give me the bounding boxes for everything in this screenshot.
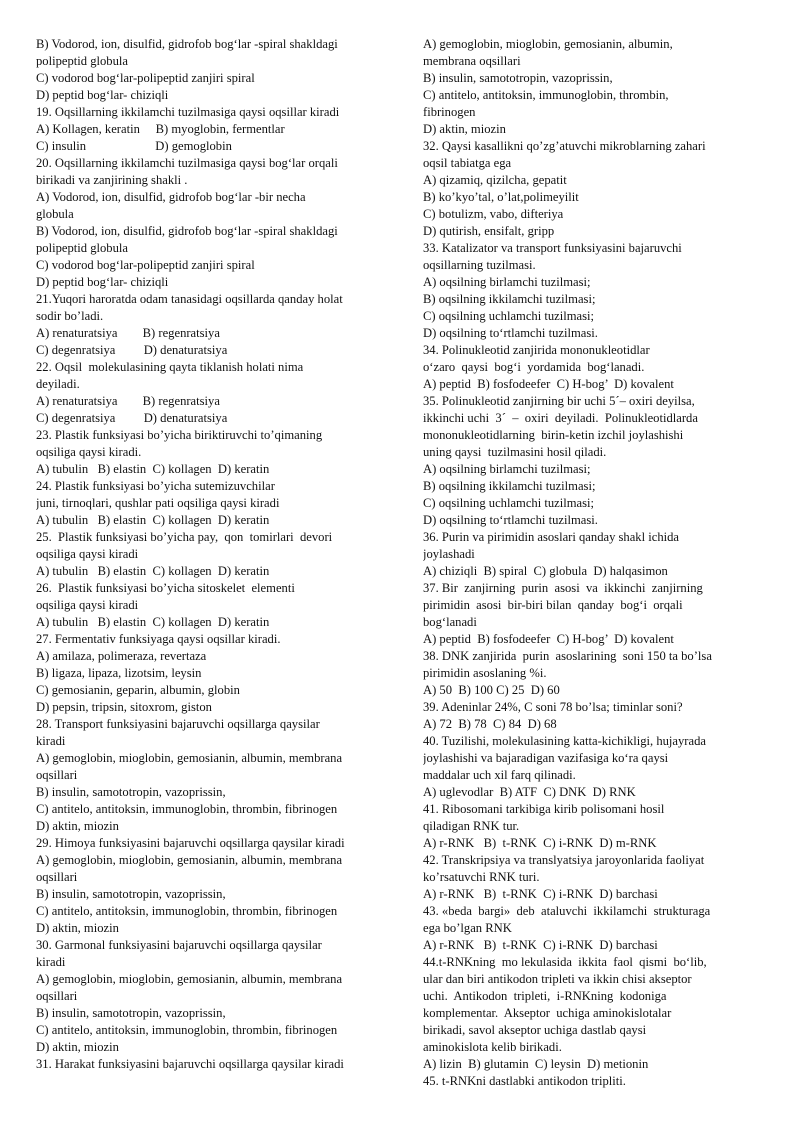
text-line: A) Kollagen, keratin B) myoglobin, fermentlar xyxy=(36,122,285,136)
text-line: 34. Polinukleotid zanjirida mononukleotidlar xyxy=(423,343,650,357)
text-line: A) qizamiq, qizilcha, gepatit xyxy=(423,173,567,187)
text-line: pirimidin asoslaning %i. xyxy=(423,666,547,680)
text-line: A) chiziqli B) spiral C) globula D) halqasimon xyxy=(423,564,668,578)
text-line: A) Vodorod, ion, disulfid, gidrofob bog‘lar -bir necha xyxy=(36,190,306,204)
text-line: A) tubulin B) elastin C) kollagen D) keratin xyxy=(36,513,270,527)
text-line: 25. Plastik funksiyasi bo’yicha pay, qon tomirlari devori xyxy=(36,530,333,544)
text-line: sodir bo’ladi. xyxy=(36,309,104,323)
text-line: 28. Transport funksiyasini bajaruvchi oqsillarga qaysilar xyxy=(36,717,320,731)
text-line: A) tubulin B) elastin C) kollagen D) keratin xyxy=(36,564,270,578)
text-line: 40. Tuzilishi, molekulasining katta-kichikligi, hujayrada xyxy=(423,734,706,748)
text-line: 26. Plastik funksiyasi bo’yicha sitoskelet elementi xyxy=(36,581,295,595)
text-line: D) pepsin, tripsin, sitoxrom, giston xyxy=(36,700,212,714)
text-line: A) renaturatsiya B) regenratsiya xyxy=(36,326,220,340)
text-line: 22. Oqsil molekulasining qayta tiklanish holati nima xyxy=(36,360,304,374)
text-line: A) r-RNK B) t-RNK C) i-RNK D) barchasi xyxy=(423,938,658,952)
text-line: deyiladi. xyxy=(36,377,80,391)
text-line: 36. Purin va pirimidin asoslari qanday shakl ichida xyxy=(423,530,680,544)
text-line: B) oqsilning ikkilamchi tuzilmasi; xyxy=(423,292,596,306)
text-line: bog‘lanadi xyxy=(423,615,477,629)
text-line: B) insulin, samototropin, vazoprissin, xyxy=(423,71,613,85)
text-line: D) qutirish, ensifalt, gripp xyxy=(423,224,555,238)
text-line: oqsiliga qaysi kiradi. xyxy=(36,445,142,459)
text-line: membrana oqsillari xyxy=(423,54,521,68)
text-line: 30. Garmonal funksiyasini bajaruvchi oqsillarga qaysilar xyxy=(36,938,322,952)
text-line: globula xyxy=(36,207,74,221)
text-line: komplementar. Akseptor uchiga aminokislotalar xyxy=(423,1006,672,1020)
text-line: 32. Qaysi kasallikni qo’zg’atuvchi mikroblarning zahari xyxy=(423,139,706,153)
text-line: ular dan biri antikodon tripleti va ikkin chisi akseptor xyxy=(423,972,692,986)
text-line: 19. Oqsillarning ikkilamchi tuzilmasiga qaysi oqsillar kiradi xyxy=(36,105,340,119)
text-line: 21.Yuqori haroratda odam tanasidagi oqsillarda qanday holat xyxy=(36,292,343,306)
text-line: uning qaysi tuzilmasini hosil qiladi. xyxy=(423,445,607,459)
text-line: polipeptid globula xyxy=(36,54,128,68)
text-line: oqsil tabiatga ega xyxy=(423,156,512,170)
text-line: oqsillari xyxy=(36,870,78,884)
text-line: C) vodorod bog‘lar-polipeptid zanjiri spiral xyxy=(36,258,255,272)
text-line: D) aktin, miozin xyxy=(423,122,506,136)
text-line: D) peptid bog‘lar- chiziqli xyxy=(36,88,169,102)
text-line: polipeptid globula xyxy=(36,241,128,255)
text-line: A) amilaza, polimeraza, revertaza xyxy=(36,649,207,663)
text-line: oqsillarning tuzilmasi. xyxy=(423,258,536,272)
text-line: 27. Fermentativ funksiyaga qaysi oqsillar kiradi. xyxy=(36,632,281,646)
text-line: maddalar uch xil farq qilinadi. xyxy=(423,768,576,782)
text-line: A) lizin B) glutamin C) leysin D) metionin xyxy=(423,1057,649,1071)
text-line: C) oqsilning uchlamchi tuzilmasi; xyxy=(423,309,595,323)
text-line: pirimidin asosi bir-biri bilan qanday bog‘i orqali xyxy=(423,598,683,612)
text-line: A) gemoglobin, mioglobin, gemosianin, albumin, xyxy=(423,37,673,51)
text-line: birikadi, savol akseptor uchiga dastlab qaysi xyxy=(423,1023,647,1037)
text-line: joylashadi xyxy=(423,547,475,561)
text-line: C) insulin D) gemoglobin xyxy=(36,139,232,153)
text-line: B) ligaza, lipaza, lizotsim, leysin xyxy=(36,666,202,680)
text-line: oqsiliga qaysi kiradi xyxy=(36,547,139,561)
text-line: C) gemosianin, geparin, albumin, globin xyxy=(36,683,240,697)
text-line: D) oqsilning to‘rtlamchi tuzilmasi. xyxy=(423,513,598,527)
text-line: 42. Transkripsiya va translyatsiya jaroyonlarida faoliyat xyxy=(423,853,705,867)
text-line: D) aktin, miozin xyxy=(36,921,119,935)
text-line: 20. Oqsillarning ikkilamchi tuzilmasiga qaysi bog‘lar orqali xyxy=(36,156,338,170)
text-line: uchi. Antikodon tripleti, i-RNKning kodoniga xyxy=(423,989,667,1003)
text-line: B) oqsilning ikkilamchi tuzilmasi; xyxy=(423,479,596,493)
text-line: A) uglevodlar B) ATF C) DNK D) RNK xyxy=(423,785,636,799)
text-line: D) aktin, miozin xyxy=(36,1040,119,1054)
text-line: C) botulizm, vabo, difteriya xyxy=(423,207,564,221)
text-line: D) oqsilning to‘rtlamchi tuzilmasi. xyxy=(423,326,598,340)
text-line: A) 72 B) 78 C) 84 D) 68 xyxy=(423,717,557,731)
text-line: A) gemoglobin, mioglobin, gemosianin, albumin, membrana xyxy=(36,853,343,867)
text-line: B) insulin, samototropin, vazoprissin, xyxy=(36,1006,226,1020)
text-line: A) peptid B) fosfodeefer C) H-bog’ D) kovalent xyxy=(423,632,674,646)
text-line: 29. Himoya funksiyasini bajaruvchi oqsillarga qaysilar kiradi xyxy=(36,836,345,850)
text-line: o‘zaro qaysi bog‘i yordamida bog‘lanadi. xyxy=(423,360,645,374)
text-line: D) aktin, miozin xyxy=(36,819,119,833)
text-line: A) oqsilning birlamchi tuzilmasi; xyxy=(423,462,591,476)
text-line: B) Vodorod, ion, disulfid, gidrofob bog‘lar -spiral shakldagi xyxy=(36,224,338,238)
text-line: B) Vodorod, ion, disulfid, gidrofob bog‘lar -spiral shakldagi xyxy=(36,37,338,51)
text-line: oqsillari xyxy=(36,989,78,1003)
right-column xyxy=(423,36,768,1090)
text-line: B) insulin, samototropin, vazoprissin, xyxy=(36,887,226,901)
text-line: A) tubulin B) elastin C) kollagen D) keratin xyxy=(36,615,270,629)
text-line: kiradi xyxy=(36,955,66,969)
text-line: juni, tirnoqlari, qushlar pati oqsiliga qaysi kiradi xyxy=(36,496,280,510)
text-line: 31. Harakat funksiyasini bajaruvchi oqsillarga qaysilar kiradi xyxy=(36,1057,344,1071)
text-line: ikkinchi uchi 3´ – oxiri deyiladi. Polinukleotidlarda xyxy=(423,411,698,425)
text-line: A) gemoglobin, mioglobin, gemosianin, albumin, membrana xyxy=(36,972,343,986)
text-line: oqsillari xyxy=(36,768,78,782)
text-line: qiladigan RNK tur. xyxy=(423,819,520,833)
text-line: 24. Plastik funksiyasi bo’yicha sutemizuvchilar xyxy=(36,479,275,493)
text-line: 35. Polinukleotid zanjirning bir uchi 5´– oxiri deyilsa, xyxy=(423,394,695,408)
text-line: 23. Plastik funksiyasi bo’yicha biriktiruvchi to’qimaning xyxy=(36,428,323,442)
text-line: birikadi va zanjirining shakli . xyxy=(36,173,188,187)
text-line: C) degenratsiya D) denaturatsiya xyxy=(36,411,228,425)
text-line: fibrinogen xyxy=(423,105,476,119)
text-line: B) insulin, samototropin, vazoprissin, xyxy=(36,785,226,799)
text-line: 41. Ribosomani tarkibiga kirib polisomani hosil xyxy=(423,802,665,816)
text-line: aminokislota kelib birikadi. xyxy=(423,1040,562,1054)
text-line: A) renaturatsiya B) regenratsiya xyxy=(36,394,220,408)
text-line: B) ko’kyo’tal, o’lat,polimeyilit xyxy=(423,190,579,204)
text-line: 39. Adeninlar 24%, C soni 78 bo’lsa; timinlar soni? xyxy=(423,700,683,714)
text-line: 45. t-RNKni dastlabki antikodon tripliti. xyxy=(423,1074,626,1088)
text-line: C) oqsilning uchlamchi tuzilmasi; xyxy=(423,496,595,510)
text-line: C) antitelo, antitoksin, immunoglobin, thrombin, fibrinogen xyxy=(36,904,338,918)
text-line: kiradi xyxy=(36,734,66,748)
text-line: mononukleotidlarning birin-ketin izchil joylashishi xyxy=(423,428,684,442)
text-line: ko’rsatuvchi RNK turi. xyxy=(423,870,540,884)
text-line: A) oqsilning birlamchi tuzilmasi; xyxy=(423,275,591,289)
text-line: ega bo’lgan RNK xyxy=(423,921,512,935)
text-line: 38. DNK zanjirida purin asoslarining soni 150 ta bo’lsa xyxy=(423,649,712,663)
text-line: 37. Bir zanjirning purin asosi va ikkinchi zanjirning xyxy=(423,581,703,595)
text-line: A) peptid B) fosfodeefer C) H-bog’ D) kovalent xyxy=(423,377,674,391)
text-line: A) gemoglobin, mioglobin, gemosianin, albumin, membrana xyxy=(36,751,343,765)
text-line: C) antitelo, antitoksin, immunoglobin, thrombin, fibrinogen xyxy=(36,802,338,816)
text-line: C) vodorod bog‘lar-polipeptid zanjiri spiral xyxy=(36,71,255,85)
text-line: 33. Katalizator va transport funksiyasini bajaruvchi xyxy=(423,241,682,255)
text-line: A) tubulin B) elastin C) kollagen D) keratin xyxy=(36,462,270,476)
text-line: A) r-RNK B) t-RNK C) i-RNK D) barchasi xyxy=(423,887,658,901)
text-line: joylashishi va bajaradigan vazifasiga ko‘ra qaysi xyxy=(423,751,669,765)
text-line: A) 50 B) 100 C) 25 D) 60 xyxy=(423,683,560,697)
text-line: C) degenratsiya D) denaturatsiya xyxy=(36,343,228,357)
text-line: A) r-RNK B) t-RNK C) i-RNK D) m-RNK xyxy=(423,836,657,850)
text-line: oqsiliga qaysi kiradi xyxy=(36,598,139,612)
text-line: 43. «beda bargi» deb ataluvchi ikkilamchi strukturaga xyxy=(423,904,711,918)
left-column xyxy=(36,36,398,1073)
text-line: C) antitelo, antitoksin, immunoglobin, thrombin, xyxy=(423,88,669,102)
text-line: D) peptid bog‘lar- chiziqli xyxy=(36,275,169,289)
text-line: C) antitelo, antitoksin, immunoglobin, thrombin, fibrinogen xyxy=(36,1023,338,1037)
text-line: 44.t-RNKning mo lekulasida ikkita faol qismi bo‘lib, xyxy=(423,955,707,969)
